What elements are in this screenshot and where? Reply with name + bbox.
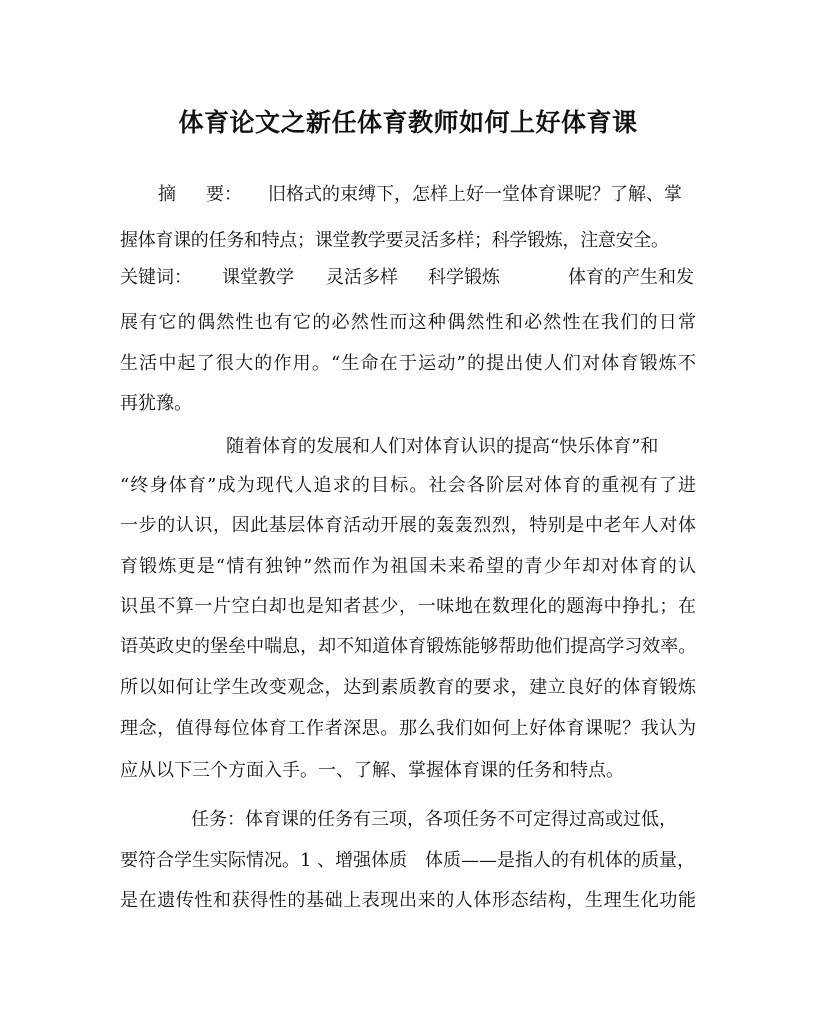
body-line: 语英政史的堡垒中喘息，却不知道体育锻炼能够帮助他们提高学习效率。 xyxy=(120,636,696,657)
paragraph-first-line: 随着体育的发展和人们对体育认识的提高“快乐体育”和 xyxy=(226,436,659,457)
body-line: 是在遗传性和获得性的基础上表现出来的人体形态结构，生理生化功能 xyxy=(120,890,696,911)
paragraph-first-line: 任务：体育课的任务有三项，各项任务不可定得过高或过低， xyxy=(191,809,677,830)
body-line: 育锻炼更是“情有独钟”然而作为祖国未来希望的青少年却对体育的认 xyxy=(120,556,696,577)
keywords-trailing-text: 体育的产生和发 xyxy=(568,267,694,288)
keywords-label: 关键词： xyxy=(120,267,192,288)
abstract-label-part-1: 摘 xyxy=(158,184,176,205)
keyword-item: 课堂教学 xyxy=(222,267,294,288)
body-line: 理念，值得每位体育工作者深思。那么我们如何上好体育课呢？我认为 xyxy=(120,718,696,739)
body-line: 再犹豫。 xyxy=(120,393,192,414)
body-line-segment: 要符合学生实际情况。1 、增强体质 xyxy=(120,850,408,871)
body-line: “终身体育”成为现代人追求的目标。社会各阶层对体育的重视有了进 xyxy=(120,475,696,496)
abstract-text-line-1: 旧格式的束缚下，怎样上好一堂体育课呢？了解、掌 xyxy=(268,184,682,205)
body-line: 展有它的偶然性也有它的必然性而这种偶然性和必然性在我们的日常 xyxy=(120,312,696,333)
body-line: 生活中起了很大的作用。“生命在于运动”的提出使人们对体育锻炼不 xyxy=(120,353,696,374)
abstract-label-part-2: 要： xyxy=(206,184,242,205)
body-line: 应从以下三个方面入手。一、了解、掌握体育课的任务和特点。 xyxy=(120,760,624,781)
body-line: 所以如何让学生改变观念，达到素质教育的要求，建立良好的体育锻炼 xyxy=(120,677,696,698)
body-line-segment: 体质——是指人的有机体的质量， xyxy=(425,850,695,871)
body-line: 识虽不算一片空白却也是知者甚少，一味地在数理化的题海中挣扎；在 xyxy=(120,596,696,617)
body-line: 一步的认识，因此基层体育活动开展的轰轰烈烈，特别是中老年人对体 xyxy=(120,515,696,536)
keyword-item: 灵活多样 xyxy=(326,267,398,288)
abstract-text-line-2: 握体育课的任务和特点；课堂教学要灵活多样；科学锻炼，注意安全。 xyxy=(120,230,669,251)
page-title: 体育论文之新任体育教师如何上好体育课 xyxy=(178,108,638,137)
keyword-item: 科学锻炼 xyxy=(428,267,500,288)
